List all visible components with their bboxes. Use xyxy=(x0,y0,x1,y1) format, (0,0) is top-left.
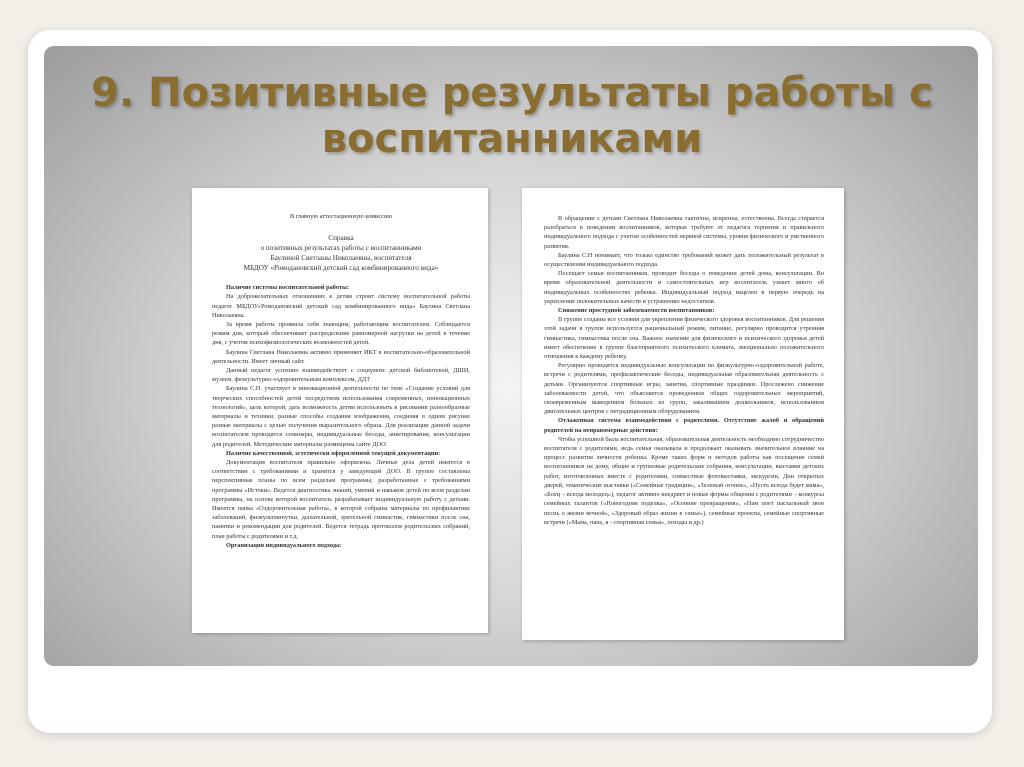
document-page-left xyxy=(192,188,488,633)
document-subheading: Баулиной Светланы Николаевны, воспитателя xyxy=(270,254,412,263)
section-title: Снижение простудной заболеваемости воспитанников: xyxy=(558,307,715,315)
addressee: В главную аттестационную комиссию xyxy=(289,213,393,220)
section-title: Наличие качественной, эстетически оформленной текущей документации: xyxy=(226,449,441,457)
section-title: Наличие системы воспитательной работы: xyxy=(226,284,350,292)
section-title: Организация индивидуального подхода: xyxy=(226,541,342,549)
paragraph: Посещает семьи воспитанников, проводит беседы о поведении детей дома, консультации. Во время образовательной деятельности и самостоятельных игр воспитатель узнает много об индивидуальных особенностях ребенка. Индивидуальный подход нацелен в первую очередь на укрепление положительных качеств и устранению недостатков. xyxy=(544,270,824,305)
paragraph: За время работы проявила себя знающим, работающим воспитателем. Соблюдается режим дня, который обеспечивает распределение равномерной нагрузки на детей в течение дня, с учетом психофизиологических возможностей детей. xyxy=(212,321,470,347)
paragraph: Данный педагог успешно взаимодействует с социумом: детской библиотекой, ДШИ, музеем, физкультурно-оздоровительным комплексом, ДДТ xyxy=(212,367,470,384)
paragraph: Баулина С.Н. участвует в инновационной деятельности по теме «Создание условий для творческих способностей детей посредством использования современных, инновационных технологий», цель которой, дать возможность детям использовать в рисовании разнообразные материалы и техники, разные способы создания изображения, соединяя в одном рисунке разные материалы с целью получения выразительного образа. Для реализации данной задачи воспитателем проводятся семинары, индивидуальные беседы, анкетирования, консультации для родителей. Методические материалы размещены сайте ДОО. xyxy=(212,385,470,448)
paragraph: На доброжелательных отношениях к детям строит систему воспитательной работы педагог МБДОУ«Ромодановский детский сад комбинированного вида» Баулина Светлана Николаевна. xyxy=(212,293,470,319)
document-page-right xyxy=(522,188,844,640)
paragraph: Регулярно проводятся индивидуальные консультации по физкультурно-оздоровительной работе, встречи с родителями, профилактические беседы, индивидуальная образовательная деятельность с детьми. Организуются спортивные игры, занятия, спортивные праздники. Прослежено снижение заболеваемости детей, что объясняется проведением общих оздоровительных мероприятий, своевременным выведением больных из групп, закаливанием дошкольников, использованием двигательных центров с нетрадиционным оборудованием. xyxy=(544,362,824,416)
paragraph: В обращении с детьми Светлана Николаевна тактична, искренна, естественна. Всегда старается разобраться в поведении воспитанников, которые требуют от педагога терпения и правильного индивидуального подхода с учетом особенностей нервной системы, уровня физического и умственного развития. xyxy=(544,215,824,250)
paragraph: Баулина Светлана Николаевна активно применяет ИКТ в воспитательно-образовательной деятельности. Имеет личный сайт. xyxy=(212,348,470,365)
paragraph: Баулина С.Н понимает, что только единство требований может дать положительный результат в осуществлении индивидуального подхода. xyxy=(544,251,824,269)
document-heading: Справка xyxy=(328,234,354,243)
section-title: Отлаженная система взаимодействия с родителями. Отсутствие жалоб и обращений родителей на неправомерные действия: xyxy=(544,417,824,434)
slide-title: 9. Позитивные результаты работы с воспитанниками xyxy=(91,70,933,162)
paragraph: В группе созданы все условия для укрепления физического здоровья воспитанников. Для решения этой задачи в группе используется рациональный режим, питание, регулярно проводится утренняя гимнастика, гимнастика после сна. Важное значение для физического и психического здоровья детей имеет обеспечение в группе благоприятного психического климата, эмоционально положительного отношения к каждому ребенку. xyxy=(544,316,824,361)
document-subheading: МБДОУ «Ромодановский детский сад комбинированного вида» xyxy=(243,264,439,273)
paragraph: Документация воспитателя правильно оформлена. Личные дела детей имеются в соответствии с требованиями и хранятся у заведующей ДОО. В группе составлены перспективные планы по всем разделам программы, разработанные с требованиями программы «Истоки». Ведется диагностика знаний, умений и навыков детей по всем разделам программы, на основе которой воспитатель разрабатывает индивидуальную работу с детьми. Имеется папка «Оздоровительная работа», в которой собраны материалы по профилактике заболеваний, физкультминутки, дыхательной, зрительной гимнастик, гимнастики после сна, памятки и рекомендации для родителей. Ведется тетрадь протоколов родительских собраний, план работы с родителями и т.д. xyxy=(212,459,470,540)
paragraph: Чтобы успешной была воспитательная, образовательная деятельность необходимо сотрудничество воспитателя с родителями, ведь семья оказывала и продолжает оказывать значительное влияние на процесс развития личности ребенка. Кроме таких форм и методов работы как посещение семей воспитанников на дому, общие и групповые родительские собрания, консультации, выставки детских работ, изготовленных вместе с родителями, совместные фотовыставки, экскурсии, Дни открытых дверей, тематические выставки («Семейные традиции», «Зеленый огонек», «Пусть всегда будет мама», «Боец – всегда молодец»), педагог активно внедряет и новые формы общения с родителями – конкурсы семейных талантов («Новогодняя поделка», «Осенние превращения», «Нам поет пасхальный звон песнь о жизни вечной», «Здоровый образ жизни в семье»), семейные проекты, семейные спортивные встречи («Мама, папа, я - спортивная семья», походы и др.) xyxy=(544,435,824,526)
document-subheading: о позитивных результатах работы с воспитанниками xyxy=(260,244,422,253)
